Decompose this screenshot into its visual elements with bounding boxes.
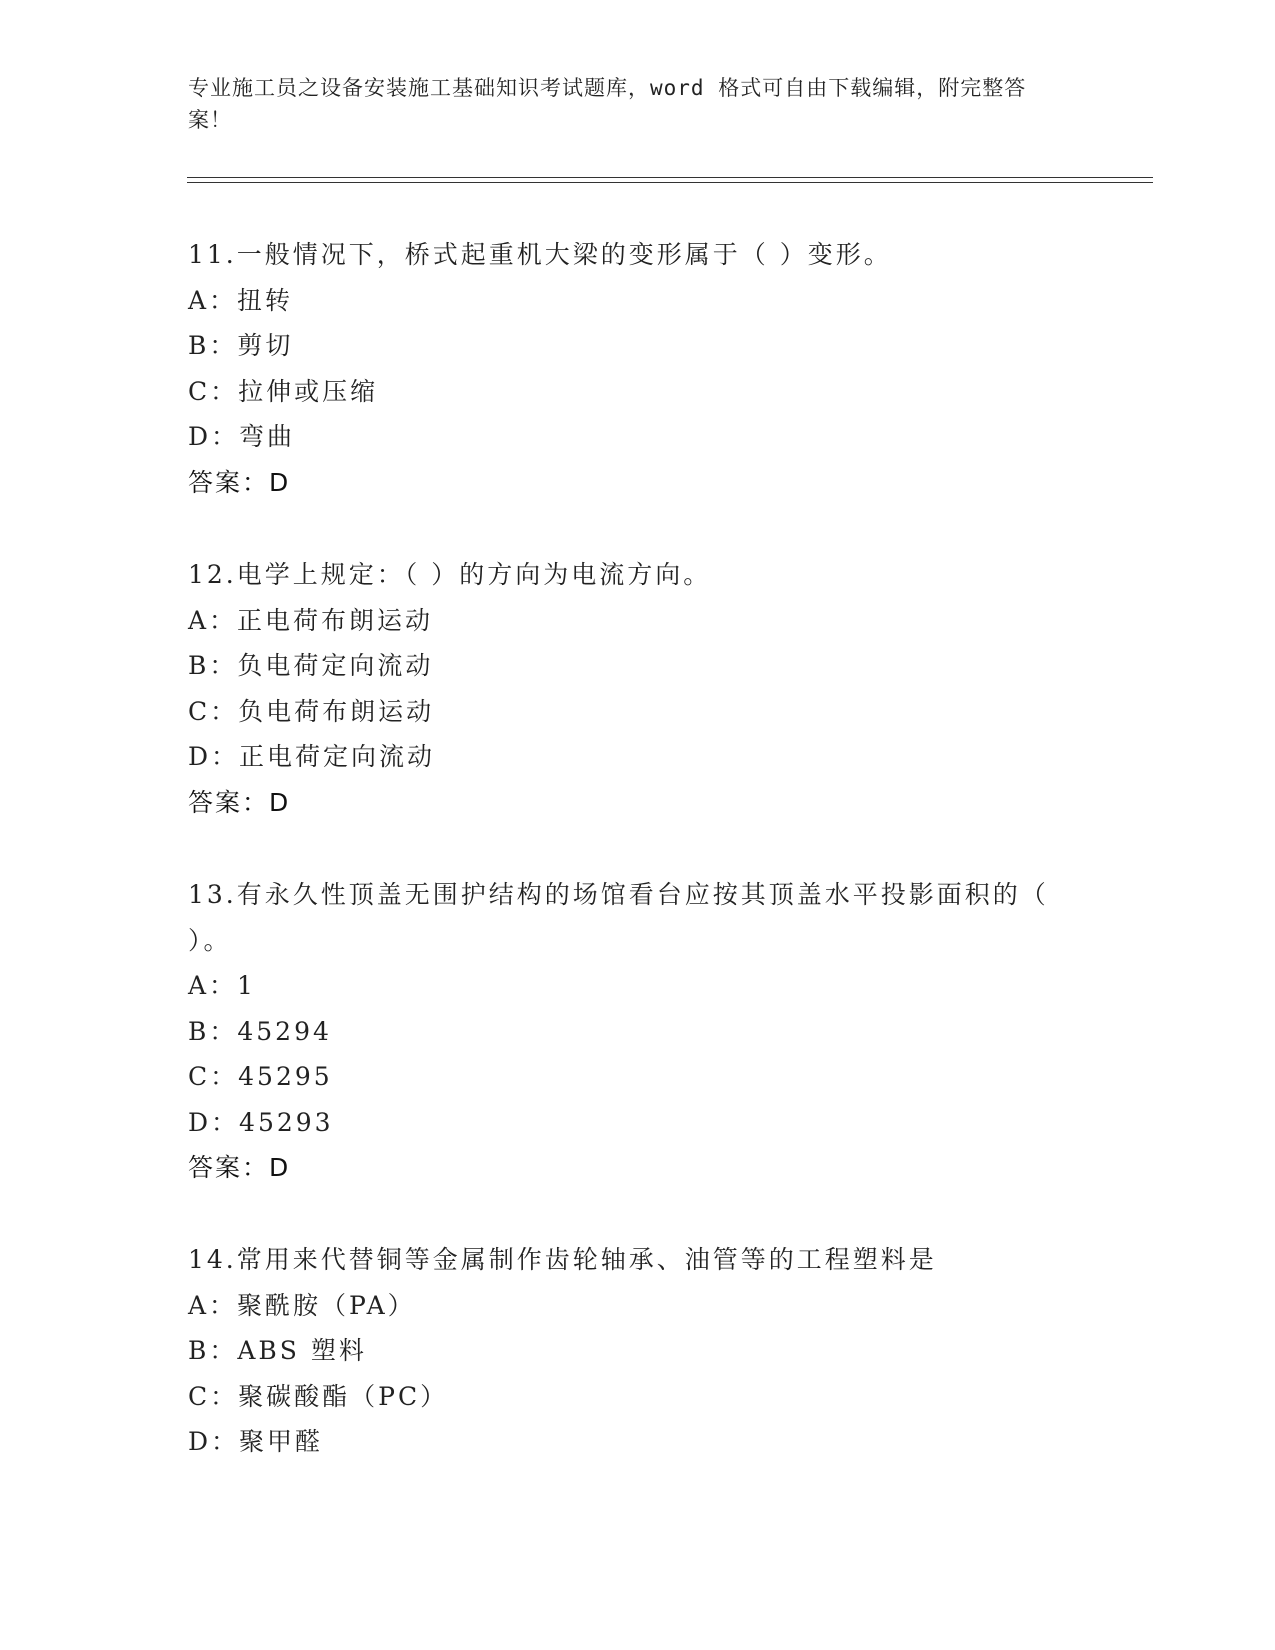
header-divider-bottom [187, 182, 1153, 183]
question-block [188, 872, 1088, 1191]
option-d: D：弯曲 [188, 422, 296, 451]
answer-line: 答案：D [188, 787, 291, 817]
option-b: B：ABS 塑料 [188, 1336, 367, 1365]
option-d: D：聚甲醛 [188, 1427, 324, 1456]
option-a: A：扭转 [188, 285, 294, 315]
answer-line: 答案：D [188, 467, 291, 497]
option-b: B：负电荷定向流动 [188, 651, 434, 680]
answer-line: 答案：D [188, 1153, 291, 1182]
question-text: 13.有永久性顶盖无围护结构的场馆看台应按其顶盖水平投影面积的（ ）。 [188, 880, 1049, 955]
option-c: C：负电荷布朗运动 [188, 696, 435, 726]
question-block [188, 1237, 1088, 1465]
question-text: 14.常用来代替铜等金属制作齿轮轴承、油管等的工程塑料是 [188, 1245, 937, 1274]
option-c: C：聚碳酸酯（PC） [188, 1381, 449, 1411]
option-b: B：剪切 [188, 331, 294, 360]
option-a: A：正电荷布朗运动 [188, 605, 434, 635]
option-c: C：45295 [188, 1062, 333, 1091]
option-d: D：45293 [188, 1107, 334, 1137]
question-text: 12.电学上规定：（ ）的方向为电流方向。 [188, 560, 712, 589]
option-a: A：聚酰胺（PA） [188, 1290, 416, 1320]
option-d: D：正电荷定向流动 [188, 742, 436, 771]
document-header: 专业施工员之设备安装施工基础知识考试题库，word 格式可自由下载编辑，附完整答案！ [188, 76, 1027, 132]
option-c: C：拉伸或压缩 [188, 376, 379, 406]
header-divider-top [187, 177, 1153, 178]
question-block [188, 232, 1088, 505]
question-text: 11.一般情况下，桥式起重机大梁的变形属于（ ）变形。 [188, 240, 892, 269]
option-a: A：1 [188, 971, 256, 1000]
question-block [188, 552, 1088, 825]
option-b: B：45294 [188, 1016, 332, 1046]
